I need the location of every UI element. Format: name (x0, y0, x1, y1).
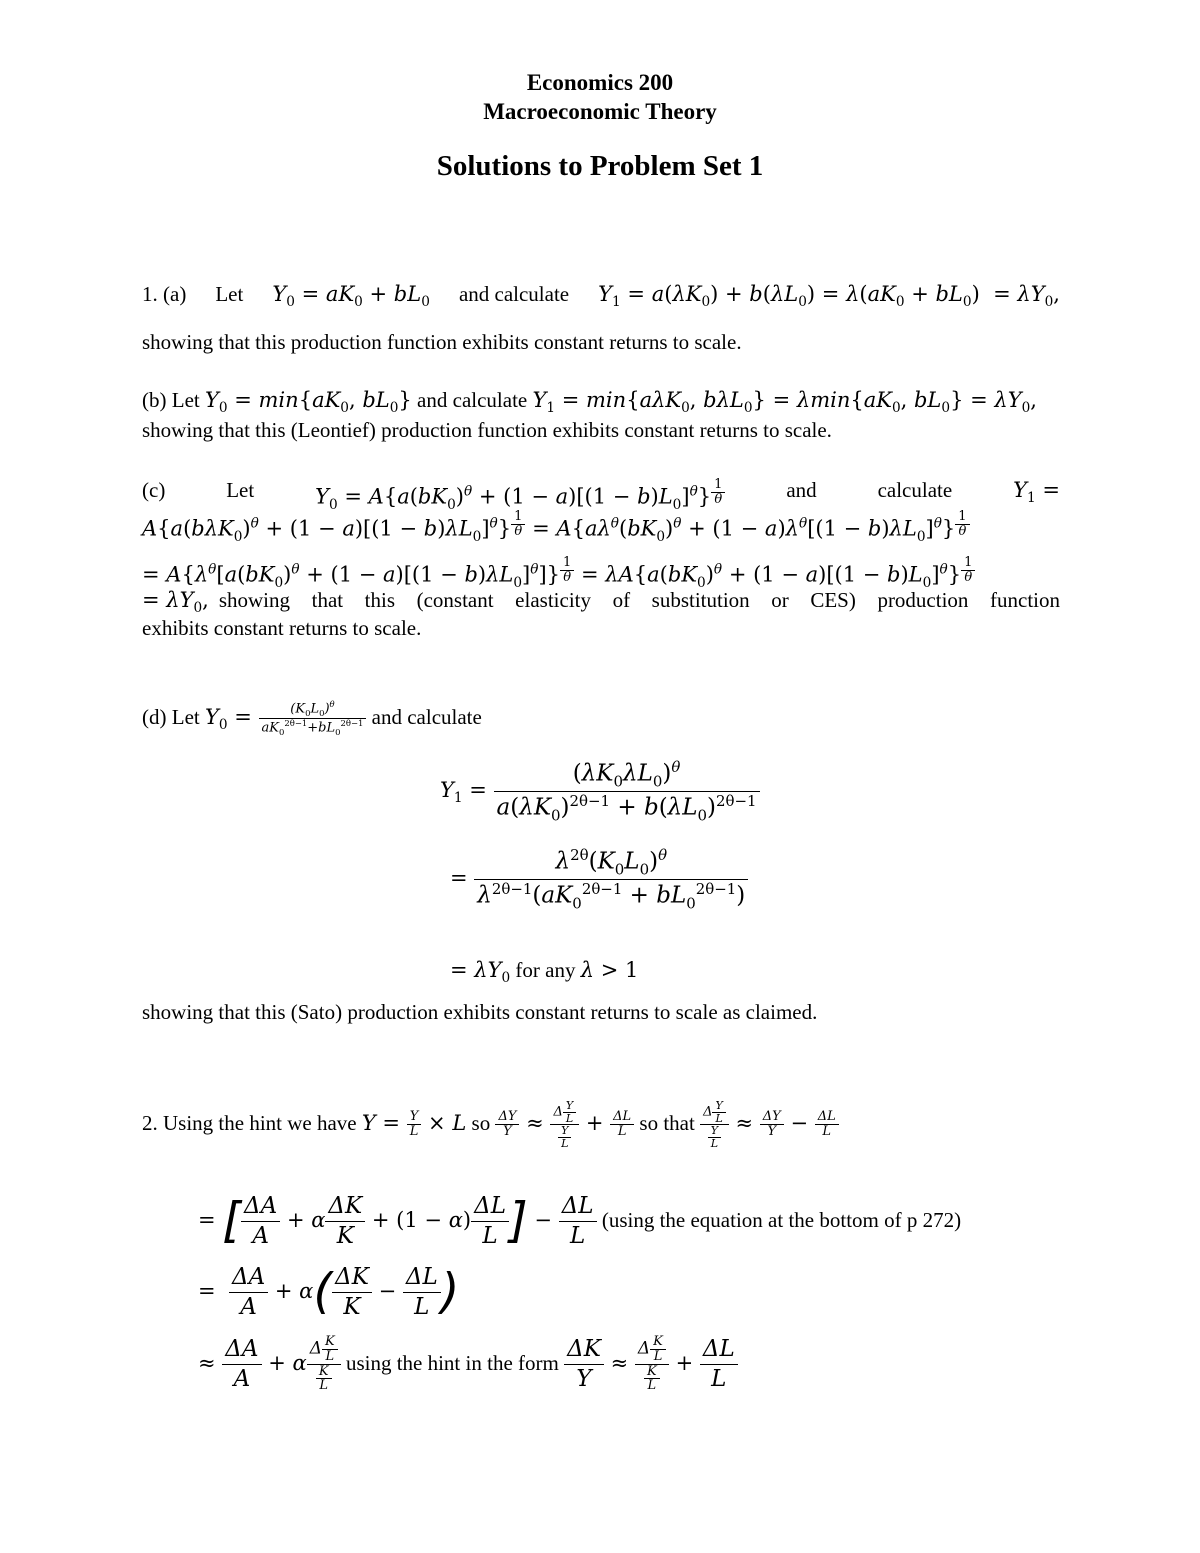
equation: $Y_0$ = $\frac{(K_0L_0)^\theta}{aK_0^{2\theta-1}+bL_0^{2\theta-1}}$ (205, 705, 366, 729)
problem-1d-for-any: for any (515, 958, 576, 982)
problem-1d-and-calc: and calculate (371, 704, 482, 729)
problem-1a-text: showing that this production function exhibits constant returns to scale. (142, 330, 742, 354)
equation: $\frac{\Delta Y}{Y}$ ≈ Δ $\frac{Y}{L}$ $\frac{Y}{L}$ + $\frac{\Delta L}{L}$ (495, 1111, 634, 1135)
problem-1d-line (142, 700, 482, 737)
problem-1c-line4 (142, 588, 1060, 617)
problem-1c-text2: exhibits constant returns to scale. (142, 616, 422, 640)
equation: = [ $\frac{\Delta A}{A}$ + α $\frac{\Delta K}{K}$ + (1 − α) $\frac{\Delta L}{L}$ ] − $\frac{\Delta L}{L}$ (198, 1208, 597, 1232)
problem-1c-line1 (142, 478, 1060, 513)
problem-2-so: so (471, 1111, 491, 1136)
equation: Y = $\frac{Y}{L}$ × L (361, 1109, 467, 1140)
equation: $Y_1 = a(\lambda K_0) + b(\lambda L_0) = \lambda(aK_0 + bL_0) = \lambda Y_0$, (598, 282, 1060, 311)
course-title: Economics 200 (526, 70, 674, 95)
problem-1a-and-calc: and calculate (458, 282, 570, 306)
problem-2-line4 (198, 1335, 738, 1394)
problem-1b-line (142, 388, 1037, 417)
equation: = $\lambda Y_0$ (450, 958, 511, 987)
page-title: Solutions to Problem Set 1 (436, 150, 764, 182)
problem-2-note1: (using the equation at the bottom of p 272) (601, 1207, 962, 1232)
problem-2-line2 (198, 1192, 961, 1251)
problem-2-intro: 2. Using the hint we have (142, 1111, 357, 1136)
equation: $A\{a(b\lambda K_0)^\theta + (1 - a)[(1 - b)\lambda L_0]^\theta\}$ $^{\frac{1}{\theta}}$ = $A\{a\lambda^\theta(bK_0)^\theta + (1 - a)\lambda^\theta[(1 - b)\lambda L_0]^\theta\}$ $^{\frac{1}{\theta}}$ (142, 510, 970, 545)
problem-1d-result (450, 958, 638, 987)
equation: $Y_1 = \min\{a\lambda K_0$, $b\lambda L_0\} = \lambda\min\{aK_0$, $bL_0\} = \lambda Y_0$, (532, 388, 1037, 417)
problem-1a-line (142, 282, 1060, 311)
problem-2-so-that: so that (639, 1111, 695, 1136)
problem-1c-text1: showing that this (constant elasticity of substitution or CES) production function (218, 588, 1060, 612)
problem-1c-label: (c) (142, 478, 166, 502)
problem-1c-and: and (786, 478, 817, 502)
subject-title: Macroeconomic Theory (483, 99, 717, 124)
problem-1a-let: Let (215, 282, 244, 306)
problem-1a-label: 1. (a) (142, 282, 187, 306)
problem-1b-label: (b) Let (142, 388, 200, 412)
problem-1c-let: Let (226, 478, 255, 502)
equation: $Y_1$ = (1013, 478, 1060, 507)
equation: λ > 1 (580, 958, 639, 982)
problem-1c-calculate: calculate (877, 478, 953, 502)
equation: = $\frac{\Delta A}{A}$ + α( $\frac{\Delta K}{K}$ − $\frac{\Delta L}{L}$ ) (198, 1263, 460, 1320)
equation: $Y_0 = \min\{aK_0$, $bL_0$} (204, 388, 412, 417)
problem-1b-text: showing that this (Leontief) production function exhibits constant returns to scale. (142, 418, 832, 442)
equation: = $A\{\lambda^\theta[a(bK_0)^\theta + (1 - a)[(1 - b)\lambda L_0]^\theta]\}$ $^{\frac{1}{\theta}}$ = $\lambda A\{a(bK_0)^\theta + (1 - a)[(1 - b)L_0]^\theta\}$ $^{\frac{1}{\theta}}$ (142, 556, 975, 591)
problem-2-line1 (142, 1100, 839, 1149)
equation: $\frac{\Delta K}{Y}$ ≈ Δ $\frac{K}{L}$ $\frac{K}{L}$ + $\frac{\Delta L}{L}$ (564, 1351, 738, 1375)
problem-1d-label: (d) Let (142, 704, 200, 729)
equation: $Y_0 = A\{a(bK_0)^\theta + (1 - a)[(1 - b)L_0]^\theta\}$ $^{\frac{1}{\theta}}$ (315, 478, 725, 513)
equation: = $\lambda Y_0$, (142, 588, 209, 617)
equation: = $\frac{\lambda^{2\theta}(K_0L_0)^\theta}{\lambda^{2\theta-1}(aK_0^{2\theta-1} + bL_0^{2\theta-1})}$ (450, 846, 748, 913)
equation: ≈ $\frac{\Delta A}{A}$ + α Δ $\frac{K}{L}$ $\frac{K}{L}$ (198, 1351, 341, 1375)
equation: $Y_1$ = $\frac{(\lambda K_0\lambda L_0)^\theta}{a(\lambda K_0)^{2\theta-1} + b(\lambda L_0)^{2\theta-1}}$ (440, 758, 760, 825)
equation: $Y_0 = aK_0 + bL_0$ (272, 282, 430, 311)
problem-1b-and-calc: and calculate (417, 388, 528, 412)
problem-1d-text: showing that this (Sato) production exhibits constant returns to scale as claimed. (142, 1000, 818, 1024)
problem-2-note2: using the hint in the form (345, 1350, 559, 1375)
equation: Δ $\frac{Y}{L}$ $\frac{Y}{L}$ ≈ $\frac{\Delta Y}{Y}$ − $\frac{\Delta L}{L}$ (700, 1111, 839, 1135)
